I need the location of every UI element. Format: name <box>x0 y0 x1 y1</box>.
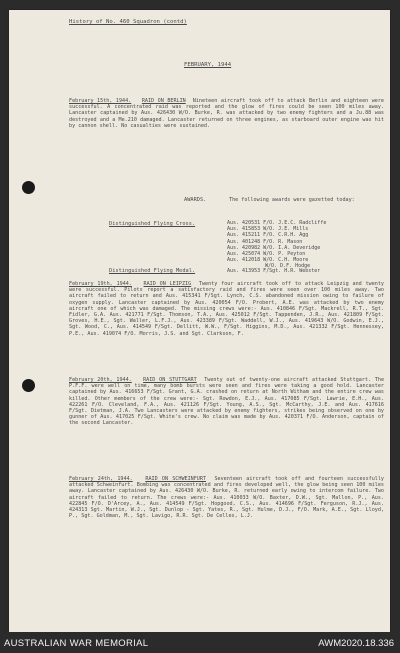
entry-date: February 20th, 1944. <box>69 377 132 383</box>
list-item: Aus. 425074 W/O. P. Peyton <box>227 251 306 258</box>
month-heading: FEBRUARY, 1944 <box>184 62 232 68</box>
list-item: Aus. 420531 F/O. J.E.C. Radcliffe <box>227 220 327 226</box>
footer-accession-number: AWM2020.18.336 <box>318 638 394 649</box>
list-item: W/O. D.F. Hodge <box>265 263 311 270</box>
entry-berlin <box>69 98 384 129</box>
entry-title: RAID ON BERLIN <box>141 98 186 104</box>
list-item: Aus. 412018 W/O. C.H. Moore <box>227 257 309 264</box>
entry-title: RAID ON STUTTGART <box>143 377 197 383</box>
entry-title: RAID ON LEIPZIG <box>143 281 192 287</box>
document-page <box>9 10 390 632</box>
entry-text: Twenty four aircraft took off to attack Leipzig and twenty were successful. Pilots report a satisfactory raid and fires were seen over 100 miles away. Two aircraft failed to return and Aus. 415341 F/Sgt. Lynch, C.S. abandoned mission owing to failure of oxygen supply. Lancaster captained by Aus. 420054 F/O. Probert, A.E. was attacked by two enemy aircraft one of which was damaged. The missing crews were:- Aus. 410846 F/Sgt. Mackrell, R.T., Sgt. Fidler, G.A. Aus. 421771 F/Sgt. Thomson, T.A., Aus. 425012 F/Sgt. Tappenden, J.R., Aus. 421809 F/Sgt. Groves, H.E., Sgt. Waller, L.F.J., Aus. 423389 F/Sgt. Waddell, W.J., Aus. 419643 W/O. Godwin, E.J., Sgt. Wood, C., Aus. 414549 F/Sgt. Dellitt, W.W., F/Sgt. Higgins, M.D., Aus. 421332 F/Sgt. Hennessey, P.E., Aus. 419074 F/O. Morris, J.S. and Sgt. Clarkson, F. <box>69 281 384 337</box>
entry-text: Nineteen aircraft took off to attack Berlin and eighteen were successful. A concentrated raid was reported and the glow of fires could be seen 100 miles away. Lancaster captained by Aus. 426430 W/O. Burke, R. was attacked by two enemy fighters and a Ju.88 was destroyed and a Me.210 damaged. Lancaster returned on three engines, as starboard outer engine was hit by cannon shell. No casualties were sustained. <box>69 98 384 129</box>
list-item: Aus. 415211 F/O. C.R.H. Agg <box>227 232 309 239</box>
punch-hole <box>22 379 35 392</box>
entry-schweinfurt <box>69 476 384 519</box>
dfm-title: Distinguished Flying Medal. <box>109 268 196 274</box>
entry-leipzig <box>69 281 384 337</box>
footer-institution: AUSTRALIAN WAR MEMORIAL <box>4 638 149 649</box>
entry-text: Twenty out of twenty-one aircraft attacked Stuttgart. The P.F.F. were well on time, many bomb bursts were seen and fires were taking a good hold. Lancaster captained by Aus. 416653 F/Sgt. Grant, G.A. crashed on return at North Witham and the entire crew was killed. Other members of the crew were:- Sgt. Rowdon, E.J., Aus. 417085 F/Sgt. Lawrie, E.H., Aus. 422261 F/O. Cleveland, F.A., Aus. 421126 F/Sgt. Young, A.S., Sgt. McCarthy, J.E. and Aus. 417616 F/Sgt. Dietman, J.A. Two Lancasters were attacked by enemy fighters, strikes being observed on one by gunner of Aus. 417025 F/Sgt. White's crew. No claim was made by Aus. 420371 F/O. Anderson, captain of the second Lancaster. <box>69 377 385 427</box>
entry-date: February 19th, 1944. <box>69 281 132 287</box>
list-item: Aus. 420982 W/O. I.A. Deveridge <box>227 244 321 251</box>
dfc-list <box>227 220 326 270</box>
entry-date: February 24th, 1944. <box>69 476 133 482</box>
list-item: Aus. 415853 W/O. J.E. Mills <box>227 226 309 233</box>
dfc-title: Distinguished Flying Cross. <box>109 221 196 227</box>
punch-hole <box>22 181 35 194</box>
list-item: Aus. 401248 F/O. R. Mason <box>227 238 303 245</box>
entry-date: February 15th, 1944. <box>69 98 132 104</box>
entry-text: Seventeen aircraft took off and fourteen successfully attacked Schweinfurt. Bombing was concentrated and fires developed well, the glow being seen 100 miles away. Lancaster captained by Aus. 426430 W/O. Burke, R. returned early owing to intercom failure. Two aircraft failed to return. The crews were:- Aus. 410033 W/O. Baxter, D.W., Sgt. Mallon, P., Aus. 422845 F/O. D'Arcey, A., Aus. 414549 F/Sgt. Hopgood, C.S., Aus. 414696 F/Sgt. Ferguson, R.J., Aus. 424313 Sgt. Martin, W.J., Sgt. Dunlop - Sgt. Yates, R., Sgt. Hulme, D.J., F/O. Mark, A.E., Sgt. Lloyd, P., Sgt. Goldman, M., Sgt. Lavigo, R.R. Sgt. De Celles, L.J. <box>69 476 384 520</box>
awards-heading: AWARDS. <box>184 197 207 203</box>
entry-stuttgart <box>69 377 384 427</box>
awards-intro: The following awards were gazetted today: <box>229 197 355 203</box>
dfm-value: Aus. 413953 F/Sgt. H.R. Webster <box>227 268 321 274</box>
document-header: History of No. 460 Squadron (contd) <box>69 19 187 25</box>
footer-bar <box>0 632 400 653</box>
entry-title: RAID ON SCHWEINFURT <box>145 476 206 482</box>
